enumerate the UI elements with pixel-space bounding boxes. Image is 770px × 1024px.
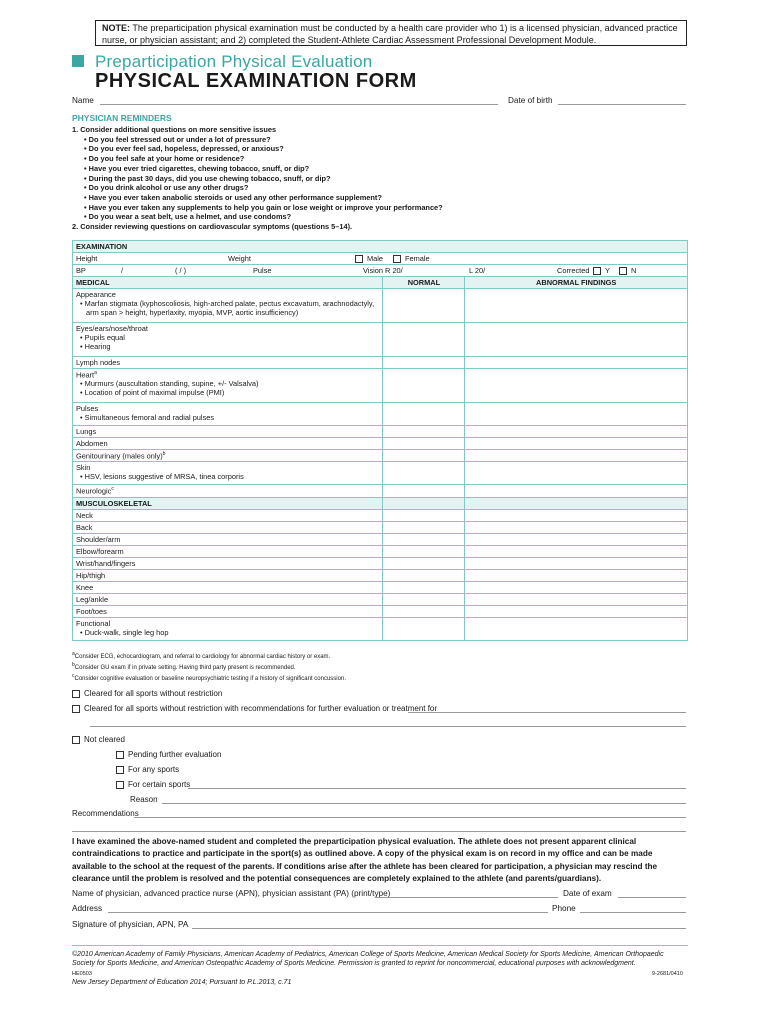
name-field[interactable] bbox=[100, 104, 498, 105]
footnote-a: Consider ECG, echocardiogram, and referral to cardiology for abnormal cardiac history or exam. bbox=[74, 654, 331, 660]
table-row bbox=[73, 369, 688, 403]
note-box bbox=[95, 20, 687, 46]
female-label: Female bbox=[405, 254, 430, 263]
n-label: N bbox=[631, 266, 637, 275]
footnote-c: Consider cognitive evaluation or baseline neuropsychiatric testing if a history of significant concussion. bbox=[74, 676, 346, 682]
cleared-rec-field[interactable] bbox=[408, 712, 686, 713]
reminders-title: PHYSICIAN REMINDERS bbox=[72, 113, 172, 123]
any-sports-label: For any sports bbox=[128, 765, 180, 774]
abnormal-cell[interactable] bbox=[465, 521, 688, 533]
reminder-bullet: • Do you drink alcohol or use any other drugs? bbox=[72, 183, 443, 193]
nj-doe-line: New Jersey Department of Education 2014; Pursuant to P.L.2013, c.71 bbox=[72, 979, 292, 986]
corrected-n[interactable] bbox=[619, 266, 636, 275]
table-row: Wrist/hand/fingers bbox=[73, 557, 688, 569]
reminder-bullet: • Have you ever taken any supplements to help you gain or lose weight or improve your performance? bbox=[72, 203, 443, 213]
abnormal-cell[interactable] bbox=[465, 369, 688, 403]
signature-field[interactable] bbox=[192, 928, 686, 929]
row-label: Pulses bbox=[76, 404, 99, 413]
checkbox-icon bbox=[116, 766, 124, 774]
abnormal-cell[interactable] bbox=[465, 450, 688, 462]
row-label: Functional bbox=[76, 618, 111, 628]
abnormal-cell[interactable] bbox=[465, 557, 688, 569]
footnote-b: Consider GU exam if in private setting. Having third party present is recommended. bbox=[74, 665, 296, 671]
checkbox-icon bbox=[72, 705, 80, 713]
form-subtitle: Preparticipation Physical Evaluation bbox=[95, 52, 373, 71]
abnormal-cell[interactable] bbox=[465, 438, 688, 450]
checkbox-icon bbox=[619, 267, 627, 275]
cleared-rec-option[interactable] bbox=[72, 704, 437, 713]
normal-cell[interactable] bbox=[383, 438, 465, 450]
y-label: Y bbox=[605, 266, 610, 275]
normal-cell[interactable] bbox=[383, 403, 465, 426]
normal-cell[interactable] bbox=[383, 617, 465, 640]
corrected-label: Corrected bbox=[557, 266, 590, 275]
reminder-bullet: • Do you feel safe at your home or residence? bbox=[72, 154, 443, 164]
cleared-label: Cleared for all sports without restriction bbox=[84, 689, 223, 698]
reminder-bullet: • Have you ever tried cigarettes, chewing tobacco, snuff, or dip? bbox=[72, 164, 443, 174]
cleared-option[interactable] bbox=[72, 689, 222, 698]
table-row bbox=[73, 450, 688, 462]
reminder-bullet: • Do you wear a seat belt, use a helmet, and use condoms? bbox=[72, 212, 443, 222]
normal-cell[interactable] bbox=[383, 462, 465, 485]
normal-cell[interactable] bbox=[383, 521, 465, 533]
form-code-2: 9-2681/0410 bbox=[652, 971, 683, 977]
footnotes bbox=[72, 650, 346, 683]
cleared-rec-field-2[interactable] bbox=[90, 726, 686, 727]
reminder-bullet: • Do you feel stressed out or under a lot of pressure? bbox=[72, 135, 443, 145]
footnote-marker: c bbox=[72, 673, 75, 679]
note-text: The preparticipation physical examination must be conducted by a health care provider who 1) is a licensed physician, advanced practice nurse, or physician assistant; and 2) completed the Student-Athlete Cardiac Assessment Professional Development Module. bbox=[102, 23, 678, 45]
abnormal-cell[interactable] bbox=[465, 289, 688, 323]
checkbox-icon bbox=[72, 736, 80, 744]
table-row: Knee bbox=[73, 581, 688, 593]
certain-sports-option[interactable] bbox=[116, 780, 190, 789]
male-label: Male bbox=[367, 254, 384, 263]
normal-cell[interactable] bbox=[383, 581, 465, 593]
height-weight-row bbox=[73, 253, 688, 265]
certain-sports-field[interactable] bbox=[188, 788, 686, 789]
abnormal-cell[interactable] bbox=[465, 485, 688, 497]
reminder-bullet: • Have you ever taken anabolic steroids or used any other performance supplement? bbox=[72, 193, 443, 203]
bp-row bbox=[73, 265, 688, 277]
normal-cell[interactable] bbox=[383, 369, 465, 403]
pulse-label: Pulse bbox=[253, 266, 272, 275]
recommendations-field-2[interactable] bbox=[72, 831, 686, 832]
date-exam-field[interactable] bbox=[618, 897, 686, 898]
row-bullet-cont: arm span > height, hyperlaxity, myopia, MVP, aortic insufficiency) bbox=[86, 308, 299, 317]
row-label: Neurologic bbox=[76, 486, 112, 496]
normal-cell[interactable] bbox=[383, 450, 465, 462]
exam-table bbox=[72, 240, 688, 641]
musculo-header: MUSCULOSKELETAL bbox=[73, 497, 383, 509]
name-label: Name bbox=[72, 96, 94, 105]
reminder-item-1: 1. Consider additional questions on more sensitive issues bbox=[72, 125, 277, 134]
table-row: Lungs bbox=[73, 426, 688, 438]
normal-cell[interactable] bbox=[383, 545, 465, 557]
not-cleared-label: Not cleared bbox=[84, 735, 125, 744]
phone-field[interactable] bbox=[580, 912, 686, 913]
table-row: Leg/ankle bbox=[73, 593, 688, 605]
signature-label: Signature of physician, APN, PA bbox=[72, 920, 189, 929]
checkbox-icon bbox=[72, 690, 80, 698]
row-label: Skin bbox=[76, 463, 91, 473]
any-sports-option[interactable] bbox=[116, 765, 179, 774]
recommendations-field[interactable] bbox=[134, 817, 686, 818]
row-bullet: • Location of point of maximal impulse (PMI) bbox=[76, 388, 379, 397]
height-label: Height bbox=[76, 254, 98, 263]
normal-cell[interactable] bbox=[383, 593, 465, 605]
form-code: HE0503 bbox=[72, 971, 92, 977]
abnormal-cell[interactable] bbox=[465, 323, 688, 357]
medical-header: MEDICAL bbox=[73, 277, 383, 289]
footer-divider bbox=[72, 945, 688, 946]
corrected-y[interactable] bbox=[593, 266, 610, 275]
normal-header: NORMAL bbox=[383, 277, 465, 289]
row-bullet: • Duck-walk, single leg hop bbox=[76, 628, 379, 637]
abnormal-cell[interactable] bbox=[465, 545, 688, 557]
form-title: PHYSICAL EXAMINATION FORM bbox=[95, 70, 417, 92]
note-label: NOTE: bbox=[102, 23, 130, 33]
vision-r-label: Vision R 20/ bbox=[363, 266, 403, 275]
sex-male[interactable] bbox=[355, 254, 383, 263]
row-label: Appearance bbox=[76, 290, 116, 299]
normal-cell[interactable] bbox=[383, 485, 465, 497]
row-bullet: • Simultaneous femoral and radial pulses bbox=[76, 413, 379, 422]
section-square-icon bbox=[72, 55, 84, 67]
abnormal-cell[interactable] bbox=[465, 509, 688, 521]
abnormal-header: ABNORMAL FINDINGS bbox=[465, 277, 688, 289]
row-label: Eyes/ears/nose/throat bbox=[76, 324, 148, 333]
abnormal-cell[interactable] bbox=[465, 605, 688, 617]
reminder-bullet: • During the past 30 days, did you use chewing tobacco, snuff, or dip? bbox=[72, 174, 443, 184]
musculo-header-row bbox=[73, 497, 688, 509]
abnormal-cell[interactable] bbox=[465, 426, 688, 438]
dob-label: Date of birth bbox=[508, 96, 553, 105]
sex-female[interactable] bbox=[393, 254, 430, 263]
dob-field[interactable] bbox=[558, 104, 686, 105]
table-row bbox=[73, 617, 688, 640]
weight-label: Weight bbox=[228, 254, 251, 263]
table-row: Elbow/forearm bbox=[73, 545, 688, 557]
table-row: Hip/thigh bbox=[73, 569, 688, 581]
normal-cell[interactable] bbox=[383, 289, 465, 323]
table-row bbox=[73, 323, 688, 357]
address-label: Address bbox=[72, 904, 103, 913]
abnormal-cell[interactable] bbox=[465, 569, 688, 581]
pending-label: Pending further evaluation bbox=[128, 750, 222, 759]
reason-label: Reason bbox=[130, 795, 158, 804]
address-field[interactable] bbox=[108, 912, 548, 913]
attestation-statement: I have examined the above-named student and completed the preparticipation physical evaluation. The athlete does not present apparent clinical contraindications to practice and participate in the sport(s) as outlined above. A copy of the physical exam is on record in my office and can be made available to the school at the request of the parents. If conditions arise after the athlete has been cleared for participation, a physician may rescind the clearance until the problem is resolved and the potential consequences are completely explained to the athlete (and parents/guardians). bbox=[72, 837, 658, 883]
footnote-marker: a bbox=[72, 651, 75, 657]
cleared-rec-label: Cleared for all sports without restriction with recommendations for further evaluation or treatment for bbox=[84, 704, 438, 713]
reminders-list bbox=[72, 125, 443, 232]
row-label: Heart bbox=[76, 370, 95, 380]
checkbox-icon bbox=[593, 267, 601, 275]
abnormal-cell[interactable] bbox=[465, 462, 688, 485]
recommendations-label: Recommendations bbox=[72, 809, 139, 818]
footnote-marker: a bbox=[94, 370, 97, 376]
table-row: Neck bbox=[73, 509, 688, 521]
bp-slash: / bbox=[121, 266, 124, 275]
table-row: Back bbox=[73, 521, 688, 533]
abnormal-cell[interactable] bbox=[465, 593, 688, 605]
checkbox-icon bbox=[116, 751, 124, 759]
abnormal-cell[interactable] bbox=[465, 617, 688, 640]
table-row: Foot/toes bbox=[73, 605, 688, 617]
normal-cell[interactable] bbox=[383, 426, 465, 438]
table-row: Shoulder/arm bbox=[73, 533, 688, 545]
not-cleared-option[interactable] bbox=[72, 735, 125, 744]
table-row bbox=[73, 289, 688, 323]
date-exam-label: Date of exam bbox=[563, 889, 612, 898]
checkbox-icon bbox=[355, 255, 363, 263]
row-bullet: • Pupils equal bbox=[76, 333, 379, 342]
table-row bbox=[73, 462, 688, 485]
pending-option[interactable] bbox=[116, 750, 221, 759]
bp-paren: ( / ) bbox=[175, 266, 187, 275]
table-row: Abdomen bbox=[73, 438, 688, 450]
normal-cell[interactable] bbox=[383, 357, 465, 369]
normal-cell[interactable] bbox=[383, 509, 465, 521]
row-bullet: • Murmurs (auscultation standing, supine, +/- Valsalva) bbox=[76, 379, 379, 388]
abnormal-cell[interactable] bbox=[465, 581, 688, 593]
row-bullet: • Hearing bbox=[76, 342, 379, 351]
footnote-marker: b bbox=[72, 662, 75, 668]
row-label: Genitourinary (males only) bbox=[76, 451, 163, 461]
bp-label: BP bbox=[76, 266, 86, 275]
checkbox-icon bbox=[393, 255, 401, 263]
normal-cell[interactable] bbox=[383, 605, 465, 617]
physician-name-label: Name of physician, advanced practice nurse (APN), physician assistant (PA) (print/type) bbox=[72, 889, 391, 898]
normal-cell[interactable] bbox=[383, 533, 465, 545]
reminder-item-2: 2. Consider reviewing questions on cardiovascular symptoms (questions 5–14). bbox=[72, 222, 353, 232]
footnote-marker: b bbox=[162, 451, 166, 457]
table-row bbox=[73, 485, 688, 497]
table-row bbox=[73, 403, 688, 426]
certain-sports-label: For certain sports bbox=[128, 780, 191, 789]
physician-name-field[interactable] bbox=[376, 897, 558, 898]
phone-label: Phone bbox=[552, 904, 576, 913]
exam-title: EXAMINATION bbox=[73, 241, 688, 253]
table-row: Lymph nodes bbox=[73, 357, 688, 369]
normal-cell[interactable] bbox=[383, 323, 465, 357]
vision-l-label: L 20/ bbox=[469, 266, 486, 275]
abnormal-cell[interactable] bbox=[465, 403, 688, 426]
row-bullet: • Marfan stigmata (kyphoscoliosis, high-arched palate, pectus excavatum, arachnodactyly, bbox=[76, 299, 379, 308]
reason-field[interactable] bbox=[162, 803, 686, 804]
abnormal-cell[interactable] bbox=[465, 357, 688, 369]
copyright-text: ©2010 American Academy of Family Physicians, American Academy of Pediatrics, American College of Sports Medicine, American Medical Society for Sports Medicine, American Orthopaedic Society for Sports Medicine, and American Osteopathic Academy of Sports Medicine. Permission is granted to reprint for noncommercial, educational purposes with acknowledgment. bbox=[72, 951, 664, 968]
normal-cell[interactable] bbox=[383, 569, 465, 581]
abnormal-cell[interactable] bbox=[465, 533, 688, 545]
checkbox-icon bbox=[116, 781, 124, 789]
footnote-marker: c bbox=[111, 486, 114, 493]
reminder-bullet: • Do you ever feel sad, hopeless, depressed, or anxious? bbox=[72, 144, 443, 154]
normal-cell[interactable] bbox=[383, 557, 465, 569]
row-bullet: • HSV, lesions suggestive of MRSA, tinea corporis bbox=[76, 472, 379, 481]
